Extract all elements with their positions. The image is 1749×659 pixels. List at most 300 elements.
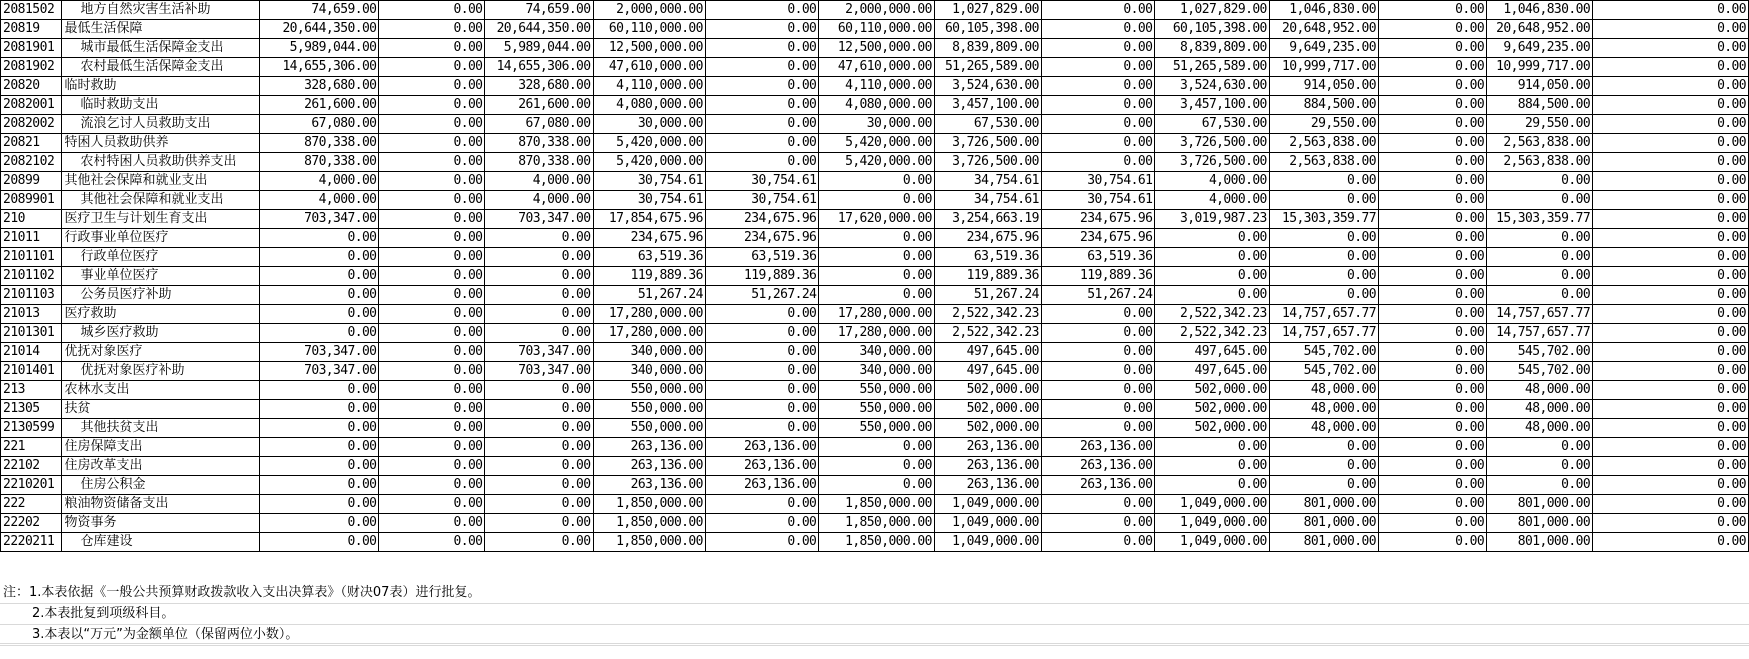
amount-cell[interactable]: 497,645.00 [934, 343, 1041, 362]
amount-cell[interactable]: 0.00 [1155, 248, 1269, 267]
subject-name-cell[interactable] [62, 286, 259, 305]
amount-cell[interactable]: 703,347.00 [259, 343, 379, 362]
amount-cell[interactable]: 263,136.00 [593, 457, 705, 476]
amount-cell[interactable]: 3,524,630.00 [1155, 77, 1269, 96]
amount-cell[interactable]: 0.00 [259, 495, 379, 514]
amount-cell[interactable]: 0.00 [1041, 362, 1154, 381]
amount-cell[interactable]: 801,000.00 [1269, 495, 1378, 514]
amount-cell[interactable]: 0.00 [485, 324, 593, 343]
amount-cell[interactable]: 2,522,342.23 [1155, 324, 1269, 343]
amount-cell[interactable]: 870,338.00 [485, 153, 593, 172]
amount-cell[interactable]: 0.00 [705, 324, 818, 343]
amount-cell[interactable]: 0.00 [705, 115, 818, 134]
amount-cell[interactable]: 3,019,987.23 [1155, 210, 1269, 229]
amount-cell[interactable]: 801,000.00 [1487, 495, 1593, 514]
amount-cell[interactable]: 0.00 [1593, 438, 1749, 457]
amount-cell[interactable]: 9,649,235.00 [1487, 39, 1593, 58]
amount-cell[interactable]: 4,000.00 [485, 191, 593, 210]
amount-cell[interactable]: 0.00 [379, 381, 485, 400]
subject-code-cell[interactable]: 21305 [1, 400, 62, 419]
subject-code-cell[interactable]: 2101102 [1, 267, 62, 286]
amount-cell[interactable]: 0.00 [705, 533, 818, 552]
amount-cell[interactable]: 0.00 [379, 1, 485, 20]
subject-name-cell[interactable] [62, 229, 259, 248]
amount-cell[interactable]: 8,839,809.00 [934, 39, 1041, 58]
amount-cell[interactable]: 0.00 [819, 286, 935, 305]
amount-cell[interactable]: 0.00 [705, 20, 818, 39]
amount-cell[interactable]: 51,267.24 [1041, 286, 1154, 305]
subject-code-cell[interactable]: 2081902 [1, 58, 62, 77]
amount-cell[interactable]: 0.00 [259, 305, 379, 324]
amount-cell[interactable]: 0.00 [485, 400, 593, 419]
amount-cell[interactable]: 0.00 [1593, 115, 1749, 134]
amount-cell[interactable]: 0.00 [1378, 324, 1486, 343]
amount-cell[interactable]: 2,563,838.00 [1269, 153, 1378, 172]
amount-cell[interactable]: 870,338.00 [259, 153, 379, 172]
amount-cell[interactable]: 0.00 [1593, 324, 1749, 343]
amount-cell[interactable]: 502,000.00 [934, 400, 1041, 419]
amount-cell[interactable]: 0.00 [1593, 172, 1749, 191]
amount-cell[interactable]: 0.00 [1269, 286, 1378, 305]
amount-cell[interactable]: 263,136.00 [1041, 438, 1154, 457]
amount-cell[interactable]: 0.00 [1487, 476, 1593, 495]
amount-cell[interactable]: 0.00 [1378, 191, 1486, 210]
subject-code-cell[interactable]: 2082002 [1, 115, 62, 134]
amount-cell[interactable]: 3,457,100.00 [1155, 96, 1269, 115]
amount-cell[interactable]: 0.00 [1487, 172, 1593, 191]
amount-cell[interactable]: 15,303,359.77 [1269, 210, 1378, 229]
amount-cell[interactable]: 0.00 [1593, 191, 1749, 210]
amount-cell[interactable]: 0.00 [1593, 343, 1749, 362]
amount-cell[interactable]: 9,649,235.00 [1269, 39, 1378, 58]
amount-cell[interactable]: 0.00 [705, 305, 818, 324]
amount-cell[interactable]: 0.00 [1378, 533, 1486, 552]
amount-cell[interactable]: 5,420,000.00 [819, 153, 935, 172]
amount-cell[interactable]: 0.00 [1378, 362, 1486, 381]
amount-cell[interactable]: 263,136.00 [705, 438, 818, 457]
subject-code-cell[interactable]: 2101401 [1, 362, 62, 381]
amount-cell[interactable]: 328,680.00 [259, 77, 379, 96]
amount-cell[interactable]: 2,563,838.00 [1487, 153, 1593, 172]
amount-cell[interactable]: 30,754.61 [705, 172, 818, 191]
amount-cell[interactable]: 0.00 [259, 476, 379, 495]
amount-cell[interactable]: 20,644,350.00 [485, 20, 593, 39]
amount-cell[interactable]: 0.00 [705, 381, 818, 400]
amount-cell[interactable]: 0.00 [379, 324, 485, 343]
amount-cell[interactable]: 0.00 [485, 419, 593, 438]
amount-cell[interactable]: 0.00 [1593, 305, 1749, 324]
amount-cell[interactable]: 34,754.61 [934, 191, 1041, 210]
amount-cell[interactable]: 5,420,000.00 [593, 134, 705, 153]
amount-cell[interactable]: 0.00 [379, 400, 485, 419]
amount-cell[interactable]: 1,850,000.00 [819, 533, 935, 552]
amount-cell[interactable]: 884,500.00 [1269, 96, 1378, 115]
amount-cell[interactable]: 0.00 [379, 533, 485, 552]
subject-code-cell[interactable]: 2081502 [1, 1, 62, 20]
subject-code-cell[interactable]: 2081901 [1, 39, 62, 58]
amount-cell[interactable]: 0.00 [1378, 286, 1486, 305]
amount-cell[interactable]: 0.00 [705, 58, 818, 77]
amount-cell[interactable]: 0.00 [379, 191, 485, 210]
amount-cell[interactable]: 0.00 [1487, 457, 1593, 476]
amount-cell[interactable]: 30,754.61 [593, 191, 705, 210]
amount-cell[interactable]: 12,500,000.00 [819, 39, 935, 58]
amount-cell[interactable]: 0.00 [1593, 533, 1749, 552]
amount-cell[interactable]: 0.00 [1487, 191, 1593, 210]
amount-cell[interactable]: 17,620,000.00 [819, 210, 935, 229]
amount-cell[interactable]: 1,850,000.00 [819, 495, 935, 514]
amount-cell[interactable]: 263,136.00 [593, 438, 705, 457]
subject-name-cell[interactable] [62, 58, 259, 77]
amount-cell[interactable]: 0.00 [1593, 153, 1749, 172]
amount-cell[interactable]: 0.00 [1487, 286, 1593, 305]
subject-name-cell[interactable] [62, 400, 259, 419]
amount-cell[interactable]: 0.00 [1155, 438, 1269, 457]
amount-cell[interactable]: 0.00 [1593, 457, 1749, 476]
amount-cell[interactable]: 497,645.00 [1155, 343, 1269, 362]
subject-name-cell[interactable] [62, 514, 259, 533]
amount-cell[interactable]: 51,267.24 [705, 286, 818, 305]
amount-cell[interactable]: 47,610,000.00 [593, 58, 705, 77]
amount-cell[interactable]: 0.00 [379, 457, 485, 476]
amount-cell[interactable]: 14,655,306.00 [485, 58, 593, 77]
amount-cell[interactable]: 550,000.00 [819, 381, 935, 400]
amount-cell[interactable]: 234,675.96 [705, 229, 818, 248]
amount-cell[interactable]: 0.00 [1593, 267, 1749, 286]
subject-name-cell[interactable] [62, 20, 259, 39]
amount-cell[interactable]: 14,757,657.77 [1487, 324, 1593, 343]
amount-cell[interactable]: 0.00 [1041, 343, 1154, 362]
amount-cell[interactable]: 63,519.36 [593, 248, 705, 267]
amount-cell[interactable]: 0.00 [485, 533, 593, 552]
amount-cell[interactable]: 0.00 [379, 248, 485, 267]
amount-cell[interactable]: 0.00 [1593, 1, 1749, 20]
amount-cell[interactable]: 870,338.00 [485, 134, 593, 153]
amount-cell[interactable]: 0.00 [485, 514, 593, 533]
amount-cell[interactable]: 261,600.00 [259, 96, 379, 115]
amount-cell[interactable]: 2,563,838.00 [1269, 134, 1378, 153]
amount-cell[interactable]: 0.00 [819, 438, 935, 457]
amount-cell[interactable]: 263,136.00 [934, 457, 1041, 476]
amount-cell[interactable]: 0.00 [705, 343, 818, 362]
amount-cell[interactable]: 0.00 [1378, 400, 1486, 419]
amount-cell[interactable]: 17,280,000.00 [819, 305, 935, 324]
amount-cell[interactable]: 48,000.00 [1269, 400, 1378, 419]
subject-code-cell[interactable]: 2082102 [1, 153, 62, 172]
amount-cell[interactable]: 0.00 [1378, 39, 1486, 58]
amount-cell[interactable]: 0.00 [1593, 419, 1749, 438]
amount-cell[interactable]: 340,000.00 [819, 343, 935, 362]
amount-cell[interactable]: 0.00 [1041, 495, 1154, 514]
amount-cell[interactable]: 545,702.00 [1487, 343, 1593, 362]
amount-cell[interactable]: 4,000.00 [259, 172, 379, 191]
amount-cell[interactable]: 801,000.00 [1269, 514, 1378, 533]
amount-cell[interactable]: 0.00 [819, 191, 935, 210]
amount-cell[interactable]: 0.00 [485, 495, 593, 514]
amount-cell[interactable]: 0.00 [819, 229, 935, 248]
subject-name-cell[interactable] [62, 77, 259, 96]
subject-name-cell[interactable] [62, 210, 259, 229]
amount-cell[interactable]: 0.00 [1378, 210, 1486, 229]
amount-cell[interactable]: 0.00 [1041, 153, 1154, 172]
amount-cell[interactable]: 703,347.00 [485, 362, 593, 381]
subject-code-cell[interactable]: 2210201 [1, 476, 62, 495]
amount-cell[interactable]: 4,000.00 [1155, 191, 1269, 210]
amount-cell[interactable]: 0.00 [379, 77, 485, 96]
amount-cell[interactable]: 3,726,500.00 [934, 134, 1041, 153]
amount-cell[interactable]: 10,999,717.00 [1269, 58, 1378, 77]
amount-cell[interactable]: 0.00 [1593, 495, 1749, 514]
subject-name-cell[interactable] [62, 381, 259, 400]
amount-cell[interactable]: 1,046,830.00 [1487, 1, 1593, 20]
amount-cell[interactable]: 5,420,000.00 [819, 134, 935, 153]
amount-cell[interactable]: 0.00 [259, 381, 379, 400]
amount-cell[interactable]: 17,280,000.00 [593, 324, 705, 343]
amount-cell[interactable]: 0.00 [259, 400, 379, 419]
subject-name-cell[interactable] [62, 153, 259, 172]
amount-cell[interactable]: 703,347.00 [259, 362, 379, 381]
amount-cell[interactable]: 234,675.96 [1041, 210, 1154, 229]
amount-cell[interactable]: 0.00 [819, 248, 935, 267]
amount-cell[interactable]: 0.00 [705, 514, 818, 533]
amount-cell[interactable]: 263,136.00 [934, 476, 1041, 495]
amount-cell[interactable]: 67,080.00 [485, 115, 593, 134]
amount-cell[interactable]: 0.00 [485, 381, 593, 400]
amount-cell[interactable]: 119,889.36 [934, 267, 1041, 286]
amount-cell[interactable]: 0.00 [485, 305, 593, 324]
amount-cell[interactable]: 47,610,000.00 [819, 58, 935, 77]
amount-cell[interactable]: 545,702.00 [1269, 343, 1378, 362]
amount-cell[interactable]: 0.00 [1269, 172, 1378, 191]
amount-cell[interactable]: 1,049,000.00 [934, 533, 1041, 552]
subject-name-cell[interactable] [62, 267, 259, 286]
amount-cell[interactable]: 0.00 [1041, 533, 1154, 552]
amount-cell[interactable]: 0.00 [1378, 20, 1486, 39]
amount-cell[interactable]: 550,000.00 [819, 400, 935, 419]
amount-cell[interactable]: 328,680.00 [485, 77, 593, 96]
amount-cell[interactable]: 703,347.00 [259, 210, 379, 229]
amount-cell[interactable]: 261,600.00 [485, 96, 593, 115]
amount-cell[interactable]: 29,550.00 [1487, 115, 1593, 134]
amount-cell[interactable]: 0.00 [1269, 248, 1378, 267]
amount-cell[interactable]: 263,136.00 [705, 457, 818, 476]
amount-cell[interactable]: 502,000.00 [1155, 419, 1269, 438]
amount-cell[interactable]: 119,889.36 [1041, 267, 1154, 286]
amount-cell[interactable]: 0.00 [1378, 58, 1486, 77]
amount-cell[interactable]: 0.00 [379, 172, 485, 191]
amount-cell[interactable]: 0.00 [259, 248, 379, 267]
amount-cell[interactable]: 0.00 [379, 476, 485, 495]
amount-cell[interactable]: 14,655,306.00 [259, 58, 379, 77]
subject-code-cell[interactable]: 2101103 [1, 286, 62, 305]
amount-cell[interactable]: 2,522,342.23 [934, 324, 1041, 343]
amount-cell[interactable]: 0.00 [1378, 172, 1486, 191]
amount-cell[interactable]: 0.00 [705, 153, 818, 172]
amount-cell[interactable]: 550,000.00 [593, 419, 705, 438]
amount-cell[interactable]: 2,522,342.23 [934, 305, 1041, 324]
amount-cell[interactable]: 340,000.00 [819, 362, 935, 381]
subject-code-cell[interactable]: 21013 [1, 305, 62, 324]
subject-code-cell[interactable]: 210 [1, 210, 62, 229]
amount-cell[interactable]: 0.00 [259, 457, 379, 476]
amount-cell[interactable]: 0.00 [1155, 229, 1269, 248]
amount-cell[interactable]: 0.00 [379, 362, 485, 381]
amount-cell[interactable]: 0.00 [485, 457, 593, 476]
amount-cell[interactable]: 0.00 [1378, 77, 1486, 96]
amount-cell[interactable]: 0.00 [379, 438, 485, 457]
amount-cell[interactable]: 0.00 [1155, 476, 1269, 495]
amount-cell[interactable]: 0.00 [1269, 476, 1378, 495]
amount-cell[interactable]: 3,457,100.00 [934, 96, 1041, 115]
amount-cell[interactable]: 234,675.96 [593, 229, 705, 248]
amount-cell[interactable]: 5,420,000.00 [593, 153, 705, 172]
amount-cell[interactable]: 5,989,044.00 [259, 39, 379, 58]
amount-cell[interactable]: 801,000.00 [1487, 514, 1593, 533]
amount-cell[interactable]: 60,110,000.00 [819, 20, 935, 39]
amount-cell[interactable]: 48,000.00 [1487, 419, 1593, 438]
amount-cell[interactable]: 0.00 [1155, 286, 1269, 305]
amount-cell[interactable]: 0.00 [1378, 476, 1486, 495]
amount-cell[interactable]: 0.00 [485, 267, 593, 286]
amount-cell[interactable]: 4,110,000.00 [593, 77, 705, 96]
amount-cell[interactable]: 67,530.00 [1155, 115, 1269, 134]
amount-cell[interactable]: 0.00 [819, 457, 935, 476]
subject-code-cell[interactable]: 213 [1, 381, 62, 400]
amount-cell[interactable]: 0.00 [1041, 514, 1154, 533]
amount-cell[interactable]: 1,049,000.00 [934, 514, 1041, 533]
amount-cell[interactable]: 497,645.00 [1155, 362, 1269, 381]
subject-code-cell[interactable]: 2130599 [1, 419, 62, 438]
amount-cell[interactable]: 0.00 [379, 58, 485, 77]
amount-cell[interactable]: 15,303,359.77 [1487, 210, 1593, 229]
amount-cell[interactable]: 0.00 [1378, 495, 1486, 514]
amount-cell[interactable]: 30,754.61 [705, 191, 818, 210]
amount-cell[interactable]: 0.00 [1378, 514, 1486, 533]
amount-cell[interactable]: 0.00 [705, 1, 818, 20]
amount-cell[interactable]: 0.00 [705, 134, 818, 153]
amount-cell[interactable]: 263,136.00 [1041, 476, 1154, 495]
amount-cell[interactable]: 0.00 [705, 495, 818, 514]
amount-cell[interactable]: 51,267.24 [593, 286, 705, 305]
amount-cell[interactable]: 14,757,657.77 [1269, 305, 1378, 324]
amount-cell[interactable]: 3,726,500.00 [1155, 153, 1269, 172]
amount-cell[interactable]: 67,530.00 [934, 115, 1041, 134]
amount-cell[interactable]: 48,000.00 [1269, 419, 1378, 438]
subject-name-cell[interactable] [62, 172, 259, 191]
amount-cell[interactable]: 550,000.00 [593, 400, 705, 419]
amount-cell[interactable]: 0.00 [379, 229, 485, 248]
amount-cell[interactable]: 20,644,350.00 [259, 20, 379, 39]
amount-cell[interactable]: 48,000.00 [1487, 400, 1593, 419]
amount-cell[interactable]: 801,000.00 [1487, 533, 1593, 552]
amount-cell[interactable]: 0.00 [1593, 134, 1749, 153]
subject-code-cell[interactable]: 20899 [1, 172, 62, 191]
amount-cell[interactable]: 0.00 [1378, 115, 1486, 134]
amount-cell[interactable]: 884,500.00 [1487, 96, 1593, 115]
subject-name-cell[interactable] [62, 533, 259, 552]
subject-code-cell[interactable]: 222 [1, 495, 62, 514]
subject-code-cell[interactable]: 2082001 [1, 96, 62, 115]
amount-cell[interactable]: 10,999,717.00 [1487, 58, 1593, 77]
amount-cell[interactable]: 502,000.00 [1155, 381, 1269, 400]
subject-code-cell[interactable]: 22102 [1, 457, 62, 476]
subject-code-cell[interactable]: 2220211 [1, 533, 62, 552]
amount-cell[interactable]: 0.00 [379, 267, 485, 286]
amount-cell[interactable]: 0.00 [379, 115, 485, 134]
amount-cell[interactable]: 17,280,000.00 [819, 324, 935, 343]
amount-cell[interactable]: 0.00 [1041, 77, 1154, 96]
amount-cell[interactable]: 0.00 [1593, 58, 1749, 77]
subject-name-cell[interactable] [62, 495, 259, 514]
subject-code-cell[interactable]: 20821 [1, 134, 62, 153]
amount-cell[interactable]: 0.00 [1593, 20, 1749, 39]
amount-cell[interactable]: 801,000.00 [1269, 533, 1378, 552]
amount-cell[interactable]: 1,046,830.00 [1269, 1, 1378, 20]
amount-cell[interactable]: 0.00 [1041, 20, 1154, 39]
amount-cell[interactable]: 0.00 [1378, 153, 1486, 172]
amount-cell[interactable]: 1,049,000.00 [934, 495, 1041, 514]
subject-code-cell[interactable]: 20820 [1, 77, 62, 96]
amount-cell[interactable]: 0.00 [1593, 210, 1749, 229]
amount-cell[interactable]: 2,563,838.00 [1487, 134, 1593, 153]
amount-cell[interactable]: 51,267.24 [934, 286, 1041, 305]
amount-cell[interactable]: 502,000.00 [934, 419, 1041, 438]
amount-cell[interactable]: 0.00 [819, 267, 935, 286]
amount-cell[interactable]: 4,000.00 [485, 172, 593, 191]
subject-name-cell[interactable] [62, 96, 259, 115]
amount-cell[interactable]: 0.00 [1041, 96, 1154, 115]
amount-cell[interactable]: 0.00 [1378, 248, 1486, 267]
subject-name-cell[interactable] [62, 438, 259, 457]
subject-name-cell[interactable] [62, 457, 259, 476]
amount-cell[interactable]: 263,136.00 [705, 476, 818, 495]
amount-cell[interactable]: 0.00 [1269, 191, 1378, 210]
amount-cell[interactable]: 8,839,809.00 [1155, 39, 1269, 58]
amount-cell[interactable]: 234,675.96 [705, 210, 818, 229]
amount-cell[interactable]: 0.00 [1041, 419, 1154, 438]
subject-name-cell[interactable] [62, 115, 259, 134]
amount-cell[interactable]: 17,854,675.96 [593, 210, 705, 229]
amount-cell[interactable]: 0.00 [705, 96, 818, 115]
amount-cell[interactable]: 234,675.96 [934, 229, 1041, 248]
amount-cell[interactable]: 1,850,000.00 [593, 495, 705, 514]
amount-cell[interactable]: 0.00 [1378, 438, 1486, 457]
subject-name-cell[interactable] [62, 305, 259, 324]
amount-cell[interactable]: 0.00 [819, 172, 935, 191]
subject-name-cell[interactable] [62, 1, 259, 20]
amount-cell[interactable]: 0.00 [1378, 457, 1486, 476]
subject-code-cell[interactable]: 21014 [1, 343, 62, 362]
amount-cell[interactable]: 30,754.61 [1041, 172, 1154, 191]
subject-code-cell[interactable]: 22202 [1, 514, 62, 533]
amount-cell[interactable]: 0.00 [1487, 267, 1593, 286]
amount-cell[interactable]: 2,000,000.00 [593, 1, 705, 20]
amount-cell[interactable]: 870,338.00 [259, 134, 379, 153]
amount-cell[interactable]: 63,519.36 [1041, 248, 1154, 267]
amount-cell[interactable]: 63,519.36 [934, 248, 1041, 267]
amount-cell[interactable]: 0.00 [259, 267, 379, 286]
amount-cell[interactable]: 0.00 [1269, 229, 1378, 248]
amount-cell[interactable]: 0.00 [705, 400, 818, 419]
subject-name-cell[interactable] [62, 324, 259, 343]
amount-cell[interactable]: 502,000.00 [934, 381, 1041, 400]
amount-cell[interactable]: 703,347.00 [485, 343, 593, 362]
amount-cell[interactable]: 234,675.96 [1041, 229, 1154, 248]
amount-cell[interactable]: 0.00 [1378, 229, 1486, 248]
amount-cell[interactable]: 5,989,044.00 [485, 39, 593, 58]
amount-cell[interactable]: 0.00 [1041, 305, 1154, 324]
amount-cell[interactable]: 0.00 [259, 419, 379, 438]
